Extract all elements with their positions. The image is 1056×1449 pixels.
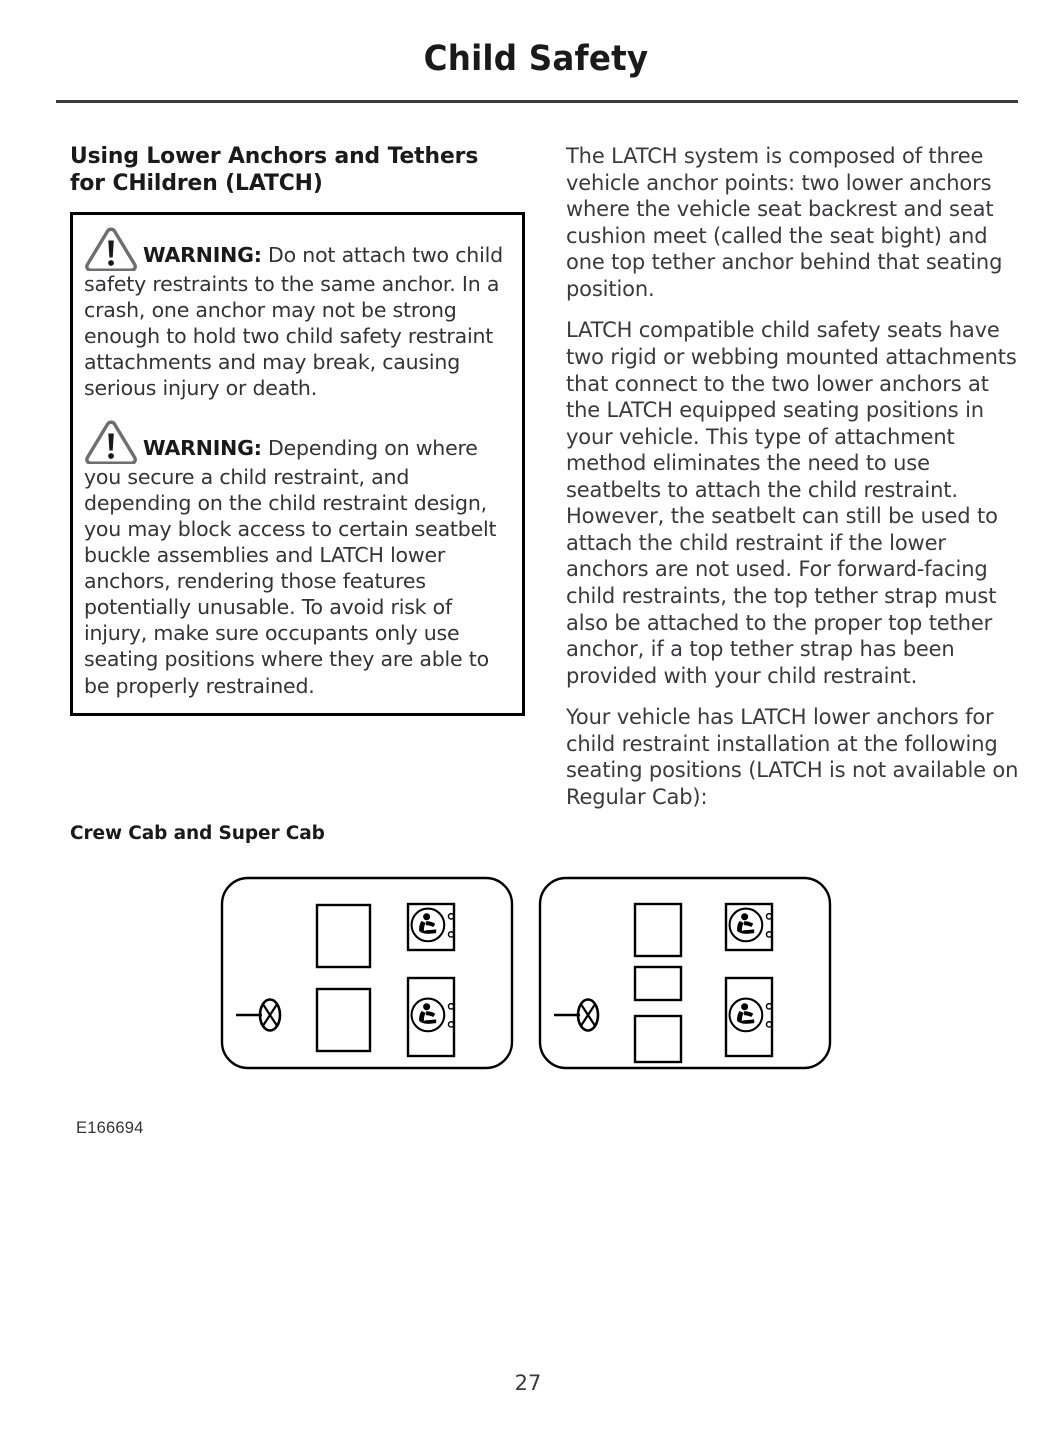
cab-outline xyxy=(540,878,830,1068)
warning-triangle-icon xyxy=(84,227,140,271)
right-column xyxy=(566,143,1021,811)
seating-diagram xyxy=(218,868,838,1078)
warning-triangle-icon xyxy=(84,420,140,464)
paragraph-latch-compatible-seats: LATCH compatible child safety seats have two rigid or webbing mounted attachments that connect to the two lower anchors at the LATCH equipped seating positions in your vehicle. This type of attachment method eliminates the need to use seatbelts to attach the child restraint. However, the seatbelt can still be used to attach the child restraint if the lower anchors are not used. For forward-facing child restraints, the top tether strap must also be attached to the proper top tether anchor, if a top tether strap has been provided with your child restraint. xyxy=(566,318,1017,688)
driver-seat xyxy=(635,1016,681,1062)
sub-heading-crew-super-cab: Crew Cab and Super Cab xyxy=(70,822,325,844)
crew-cab-panel xyxy=(222,878,512,1068)
warning-box xyxy=(70,212,525,715)
latch-position-outline xyxy=(726,978,772,1056)
warning-paragraph-2 xyxy=(84,420,511,698)
driver-seat xyxy=(317,989,370,1051)
super-cab-panel xyxy=(540,878,830,1068)
header-divider xyxy=(56,100,1018,103)
latch-position-outline xyxy=(408,978,454,1056)
seating-diagram-figure xyxy=(70,868,986,1078)
paragraph-seating-positions: Your vehicle has LATCH lower anchors for child restraint installation at the following seating positions (LATCH is not available on Regular Cab): xyxy=(566,705,1019,809)
latch-position-outline xyxy=(726,904,772,950)
middle-seat xyxy=(635,967,681,1000)
warning-label-1: WARNING: xyxy=(143,243,262,268)
warning-text-2: Depending on where you secure a child restraint, and depending on the child restraint design, you may block access to certain seatbelt buckle assemblies and LATCH lower anchors, rendering those features potentially unusable. To avoid risk of injury, make sure occupants only use seating positions where they are able to be properly restrained. xyxy=(84,436,497,698)
latch-position-outline xyxy=(408,904,454,950)
left-column xyxy=(70,143,525,844)
warning-text-1: Do not attach two child safety restraints to the same anchor. In a crash, one anchor may not be strong enough to hold two child safety restraint attachments and may break, causing serious injury or death. xyxy=(84,243,503,401)
warning-paragraph-1 xyxy=(84,227,511,401)
figure-caption: E166694 xyxy=(76,1119,144,1137)
page-header xyxy=(56,40,1016,79)
front-seat xyxy=(317,905,370,967)
paragraph-latch-system: The LATCH system is composed of three vehicle anchor points: two lower anchors where the vehicle seat backrest and seat cushion meet (called the seat bight) and one top tether anchor behind that seating position. xyxy=(566,144,1003,301)
warning-label-2: WARNING: xyxy=(143,436,262,461)
page-number: 27 xyxy=(514,1371,542,1395)
page-title: Child Safety xyxy=(423,39,649,79)
section-heading: Using Lower Anchors and Tethers for CHildren (LATCH) xyxy=(70,143,479,196)
front-seat xyxy=(635,904,681,956)
